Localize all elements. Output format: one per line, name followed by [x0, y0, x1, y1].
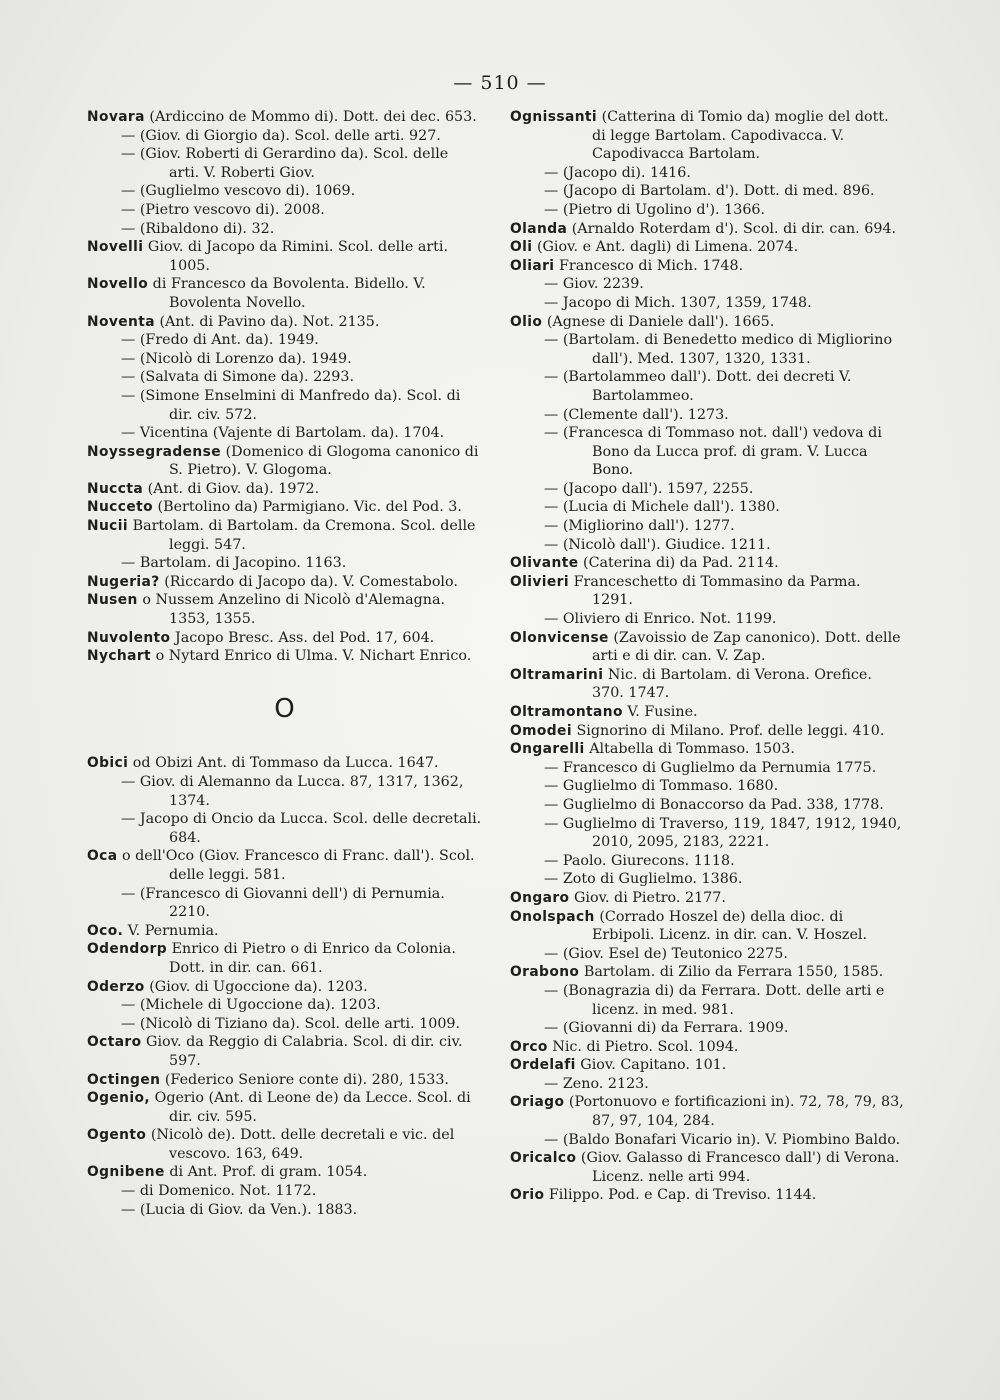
- index-entry: [87, 443, 482, 480]
- entry-text: V. Fusine.: [627, 704, 698, 720]
- index-entry: [510, 629, 905, 666]
- index-subentry: [87, 127, 482, 146]
- index-subentry: [87, 368, 482, 387]
- entry-headword: Ogento: [87, 1127, 147, 1144]
- index-entry: [510, 1038, 905, 1057]
- index-entry: [87, 1071, 482, 1090]
- index-subentry: [87, 220, 482, 239]
- entry-headword: Oltramontano: [510, 704, 623, 720]
- entry-text: Giov. di Jacopo da Rimini. Scol. delle arti. 1005.: [147, 239, 449, 274]
- index-entry: [87, 480, 482, 499]
- index-subentry: [510, 517, 905, 536]
- entry-text: — (Clemente dall'). 1273.: [544, 406, 729, 423]
- entry-text: — (Bartolam. di Benedetto medico di Migliorino dall'). Med. 1307, 1320, 1331.: [544, 332, 893, 367]
- index-subentry: [87, 387, 482, 424]
- entry-headword: Octaro: [87, 1034, 142, 1051]
- index-entry: [510, 220, 905, 239]
- entry-headword: Nuvolento: [87, 629, 171, 646]
- entry-text: — (Nicolò di Lorenzo da). 1949.: [121, 350, 352, 367]
- index-entry: [87, 647, 482, 666]
- index-subentry: [87, 1201, 482, 1220]
- entry-text: — Paolo. Giurecons. 1118.: [544, 852, 735, 869]
- index-subentry: [510, 498, 905, 517]
- index-entry: [87, 275, 482, 312]
- entry-text: V. Pernumia.: [127, 922, 219, 939]
- entry-text: — (Jacopo di). 1416.: [544, 164, 691, 181]
- letter-heading: O: [274, 693, 295, 724]
- entry-headword: Ongaro: [510, 889, 570, 906]
- entry-text: — (Fredo di Ant. da). 1949.: [121, 332, 319, 349]
- entry-text: — (Pietro di Ugolino d'). 1366.: [544, 201, 766, 218]
- index-entry: [510, 313, 905, 332]
- entry-headword: Ognibene: [87, 1164, 165, 1181]
- entry-text: — (Giovanni di) da Ferrara. 1909.: [544, 1020, 789, 1037]
- entry-text: o dell'Oco (Giov. Francesco di Franc. dall'). Scol. delle leggi. 581.: [121, 848, 475, 883]
- entry-headword: Ongarelli: [510, 741, 585, 758]
- entry-text: Giov. di Pietro. 2177.: [573, 889, 726, 906]
- left-column: [87, 108, 482, 1219]
- entry-text: Bartolam. di Zilio da Ferrara 1550, 1585.: [583, 964, 884, 981]
- entry-text: Nic. di Pietro. Scol. 1094.: [552, 1038, 739, 1055]
- entry-text: — Jacopo di Oncio da Lucca. Scol. delle decretali. 684.: [121, 811, 482, 846]
- entry-text: (Agnese di Daniele dall'). 1665.: [546, 313, 775, 330]
- index-entry: [510, 257, 905, 276]
- entry-headword: Novelli: [87, 239, 144, 256]
- entry-headword: Orio: [510, 1187, 545, 1204]
- entry-text: (Ant. di Giov. da). 1972.: [147, 480, 320, 497]
- entry-text: — (Baldo Bonafari Vicario in). V. Piombino Baldo.: [544, 1131, 901, 1148]
- index-entry: [87, 108, 482, 127]
- entry-text: Francesco di Mich. 1748.: [558, 257, 744, 274]
- index-entry: [87, 517, 482, 554]
- index-entry: [87, 1033, 482, 1070]
- index-entry: [510, 108, 905, 164]
- index-entry: [510, 908, 905, 945]
- entry-text: — Bartolam. di Jacopino. 1163.: [121, 555, 347, 572]
- entry-headword: Oltramarini: [510, 666, 604, 683]
- index-subentry: [510, 759, 905, 778]
- entry-text: Ogerio (Ant. di Leone de) da Lecce. Scol. di dir. civ. 595.: [154, 1090, 471, 1125]
- index-entry: [87, 591, 482, 628]
- index-subentry: [510, 852, 905, 871]
- index-entry: [510, 963, 905, 982]
- entry-headword: Noventa: [87, 313, 155, 330]
- entry-text: (Caterina di) da Pad. 2114.: [583, 555, 779, 572]
- entry-text: — (Bonagrazia di) da Ferrara. Dott. delle arti e licenz. in med. 981.: [544, 982, 885, 1018]
- entry-text: o Nussem Anzelino di Nicolò d'Alemagna. 1353, 1355.: [142, 592, 446, 628]
- index-subentry: [87, 810, 482, 847]
- entry-headword: Nuccta: [87, 480, 144, 497]
- entry-text: — (Salvata di Simone da). 2293.: [121, 369, 355, 386]
- entry-text: Franceschetto di Tommasino da Parma. 1291.: [573, 573, 861, 609]
- entry-text: Jacopo Bresc. Ass. del Pod. 17, 604.: [174, 629, 435, 646]
- entry-text: — (Lucia di Michele dall'). 1380.: [544, 499, 780, 516]
- entry-headword: Olanda: [510, 220, 568, 237]
- entry-text: — (Francesca di Tommaso not. dall') vedova di Bono da Lucca prof. di gram. V. Lucca Bono.: [544, 425, 882, 479]
- entry-text: (Arnaldo Roterdam d'). Scol. di dir. can. 694.: [571, 220, 897, 237]
- entry-text: di Ant. Prof. di gram. 1054.: [169, 1164, 368, 1181]
- entry-headword: Nychart: [87, 648, 152, 665]
- entry-text: od Obizi Ant. di Tommaso da Lucca. 1647.: [132, 755, 439, 772]
- index-subentry: [87, 1182, 482, 1201]
- entry-text: — Jacopo di Mich. 1307, 1359, 1748.: [544, 294, 812, 311]
- index-subentry: [510, 536, 905, 555]
- entry-text: — (Michele di Ugoccione da). 1203.: [121, 997, 381, 1014]
- index-entry: [510, 554, 905, 573]
- index-entry: [87, 238, 482, 275]
- index-subentry: [87, 554, 482, 573]
- index-subentry: [510, 1075, 905, 1094]
- entry-text: — (Simone Enselmini di Manfredo da). Scol. di dir. civ. 572.: [121, 387, 461, 423]
- entry-text: Altabella di Tommaso. 1503.: [589, 741, 795, 758]
- index-entry: [87, 629, 482, 648]
- entry-text: Signorino di Milano. Prof. delle leggi. 410.: [576, 722, 885, 739]
- entry-text: (Federico Seniore conte di). 280, 1533.: [164, 1071, 449, 1088]
- index-entry: [87, 847, 482, 884]
- entry-headword: Novello: [87, 276, 149, 293]
- index-entry: [87, 754, 482, 773]
- index-subentry: [87, 1015, 482, 1034]
- index-entry: [87, 573, 482, 592]
- entry-text: (Catterina di Tomio da) moglie del dott. di legge Bartolam. Capodivacca. V. Capodivacca Bartolam.: [592, 109, 889, 163]
- index-subentry: [87, 350, 482, 369]
- index-entry: [510, 740, 905, 759]
- index-subentry: [87, 885, 482, 922]
- entry-headword: Oricalco: [510, 1150, 577, 1167]
- entry-text: — Francesco di Guglielmo da Pernumia 1775.: [544, 759, 877, 776]
- index-entry: [87, 922, 482, 941]
- index-subentry: [510, 870, 905, 889]
- entry-headword: Omodei: [510, 722, 572, 739]
- index-subentry: [510, 610, 905, 629]
- index-entry: [87, 313, 482, 332]
- index-subentry: [510, 815, 905, 852]
- entry-headword: Orco: [510, 1038, 548, 1055]
- index-subentry: [510, 777, 905, 796]
- entry-text: — (Guglielmo vescovo di). 1069.: [121, 183, 356, 200]
- entry-text: — Giov. di Alemanno da Lucca. 87, 1317, 1362, 1374.: [121, 774, 464, 809]
- index-subentry: [87, 773, 482, 810]
- entry-headword: Oco.: [87, 922, 124, 939]
- entry-text: (Portonuovo e fortificazioni in). 72, 78, 79, 83, 87, 97, 104, 284.: [568, 1094, 904, 1130]
- index-entry: [87, 498, 482, 517]
- entry-text: — (Giov. Roberti di Gerardino da). Scol. delle arti. V. Roberti Giov.: [121, 146, 449, 181]
- entry-text: (Giov. di Ugoccione da). 1203.: [149, 978, 368, 995]
- entry-text: (Nicolò de). Dott. delle decretali e vic. del vescovo. 163, 649.: [150, 1127, 455, 1162]
- entry-text: — Giov. 2239.: [544, 276, 644, 293]
- entry-text: Giov. Capitano. 101.: [580, 1057, 727, 1074]
- entry-text: — (Bartolammeo dall'). Dott. dei decreti V. Bartolammeo.: [544, 369, 852, 404]
- index-subentry: [510, 796, 905, 815]
- index-entry: [87, 940, 482, 977]
- index-entry: [510, 573, 905, 610]
- index-entry: [510, 1149, 905, 1186]
- entry-headword: Oriago: [510, 1094, 565, 1111]
- index-subentry: [510, 201, 905, 220]
- entry-text: — (Francesco di Giovanni dell') di Pernumia. 2210.: [121, 885, 445, 921]
- entry-headword: Odendorp: [87, 941, 168, 958]
- entry-headword: Nugeria?: [87, 573, 160, 590]
- entry-headword: Olonvicense: [510, 629, 609, 646]
- entry-headword: Oliari: [510, 257, 555, 274]
- entry-headword: Onolspach: [510, 908, 595, 925]
- index-subentry: [87, 145, 482, 182]
- entry-text: (Riccardo di Jacopo da). V. Comestabolo.: [164, 573, 458, 590]
- entry-text: (Ardiccino de Mommo di). Dott. dei dec. 653.: [149, 109, 477, 125]
- entry-text: Enrico di Pietro o di Enrico da Colonia. Dott. in dir. can. 661.: [169, 941, 456, 976]
- entry-text: Nic. di Bartolam. di Verona. Orefice. 370. 1747.: [592, 666, 872, 702]
- index-subentry: [510, 982, 905, 1019]
- entry-headword: Olivante: [510, 555, 579, 572]
- entry-text: — (Pietro vescovo di). 2008.: [121, 201, 325, 218]
- index-subentry: [87, 424, 482, 443]
- entry-headword: Olivieri: [510, 573, 570, 590]
- entry-text: — Vicentina (Vajente di Bartolam. da). 1704.: [121, 425, 445, 442]
- entry-text: (Corrado Hoszel de) della dioc. di Erbipoli. Licenz. in dir. can. V. Hoszel.: [592, 908, 868, 944]
- index-entry: [510, 1093, 905, 1130]
- entry-headword: Octingen: [87, 1071, 161, 1088]
- entry-text: di Francesco da Bovolenta. Bidello. V. Bovolenta Novello.: [152, 276, 426, 311]
- entry-headword: Nucceto: [87, 499, 153, 516]
- entry-headword: Oderzo: [87, 978, 145, 995]
- index-entry: [510, 1186, 905, 1205]
- page-number: — 510 —: [453, 72, 547, 94]
- index-entry: [87, 1126, 482, 1163]
- index-entry: [510, 666, 905, 703]
- entry-text: Bartolam. di Bartolam. da Cremona. Scol. delle leggi. 547.: [132, 518, 476, 553]
- entry-text: Giov. da Reggio di Calabria. Scol. di dir. civ. 597.: [146, 1034, 463, 1069]
- index-subentry: [510, 164, 905, 183]
- entry-text: — Guglielmo di Tommaso. 1680.: [544, 778, 779, 795]
- entry-text: (Giov. Galasso di Francesco dall') di Verona. Licenz. nelle arti 994.: [580, 1150, 900, 1185]
- entry-headword: Obici: [87, 755, 129, 772]
- index-subentry: [87, 182, 482, 201]
- entry-text: — (Nicolò dall'). Giudice. 1211.: [544, 536, 771, 553]
- index-subentry: [510, 1131, 905, 1150]
- index-subentry: [510, 368, 905, 405]
- index-entry: [510, 703, 905, 722]
- entry-text: Filippo. Pod. e Cap. di Treviso. 1144.: [548, 1187, 817, 1204]
- index-subentry: [510, 182, 905, 201]
- index-subentry: [510, 294, 905, 313]
- entry-text: — (Lucia di Giov. da Ven.). 1883.: [121, 1201, 358, 1218]
- index-subentry: [510, 945, 905, 964]
- index-entry: [510, 238, 905, 257]
- entry-text: — (Nicolò di Tiziano da). Scol. delle arti. 1009.: [121, 1015, 461, 1032]
- entry-text: — Oliviero di Enrico. Not. 1199.: [544, 611, 777, 628]
- entry-headword: Oca: [87, 848, 118, 865]
- entry-headword: Ognissanti: [510, 109, 598, 125]
- entry-text: — Zeno. 2123.: [544, 1075, 649, 1092]
- entry-text: (Bertolino da) Parmigiano. Vic. del Pod. 3.: [157, 499, 462, 516]
- entry-text: — di Domenico. Not. 1172.: [121, 1183, 317, 1200]
- entry-text: o Nytard Enrico di Ulma. V. Nichart Enrico.: [155, 648, 472, 665]
- entry-headword: Nusen: [87, 592, 138, 609]
- entry-text: — Zoto di Guglielmo. 1386.: [544, 871, 743, 888]
- index-subentry: [87, 331, 482, 350]
- entry-headword: Oli: [510, 239, 533, 256]
- entry-text: — (Jacopo dall'). 1597, 2255.: [544, 480, 754, 497]
- index-subentry: [87, 996, 482, 1015]
- entry-text: (Ant. di Pavino da). Not. 2135.: [159, 313, 380, 330]
- index-subentry: [510, 406, 905, 425]
- entry-text: — (Giov. di Giorgio da). Scol. delle arti. 927.: [121, 127, 441, 144]
- entry-text: (Giov. e Ant. dagli) di Limena. 2074.: [536, 239, 799, 256]
- entry-headword: Novara: [87, 109, 145, 125]
- entry-headword: Nucii: [87, 518, 129, 535]
- entry-text: — (Jacopo di Bartolam. d'). Dott. di med. 896.: [544, 183, 875, 200]
- entry-headword: Ogenio,: [87, 1090, 151, 1107]
- entry-text: — Guglielmo di Traverso, 119, 1847, 1912, 1940, 2010, 2095, 2183, 2221.: [544, 815, 902, 851]
- index-entry: [87, 978, 482, 997]
- entry-headword: Noyssegradense: [87, 443, 222, 460]
- index-entry: [87, 1089, 482, 1126]
- entry-headword: Orabono: [510, 964, 580, 981]
- entry-text: (Zavoissio de Zap canonico). Dott. delle arti e di dir. can. V. Zap.: [592, 629, 901, 665]
- entry-text: (Domenico di Glogoma canonico di S. Pietro). V. Glogoma.: [169, 443, 479, 479]
- entry-text: — (Ribaldono di). 32.: [121, 220, 275, 237]
- entry-headword: Ordelafi: [510, 1057, 576, 1074]
- entry-text: — (Migliorino dall'). 1277.: [544, 518, 735, 535]
- index-subentry: [510, 424, 905, 480]
- entry-text: — (Giov. Esel de) Teutonico 2275.: [544, 945, 788, 962]
- entry-text: — Guglielmo di Bonaccorso da Pad. 338, 1778.: [544, 796, 884, 813]
- entry-headword: Olio: [510, 313, 543, 330]
- index-entry: [510, 722, 905, 741]
- index-subentry: [87, 201, 482, 220]
- index-subentry: [510, 480, 905, 499]
- index-subentry: [510, 331, 905, 368]
- index-subentry: [510, 275, 905, 294]
- index-entry: [510, 889, 905, 908]
- index-entry: [510, 1056, 905, 1075]
- index-subentry: [510, 1019, 905, 1038]
- right-column: [510, 108, 905, 1205]
- index-entry: [87, 1163, 482, 1182]
